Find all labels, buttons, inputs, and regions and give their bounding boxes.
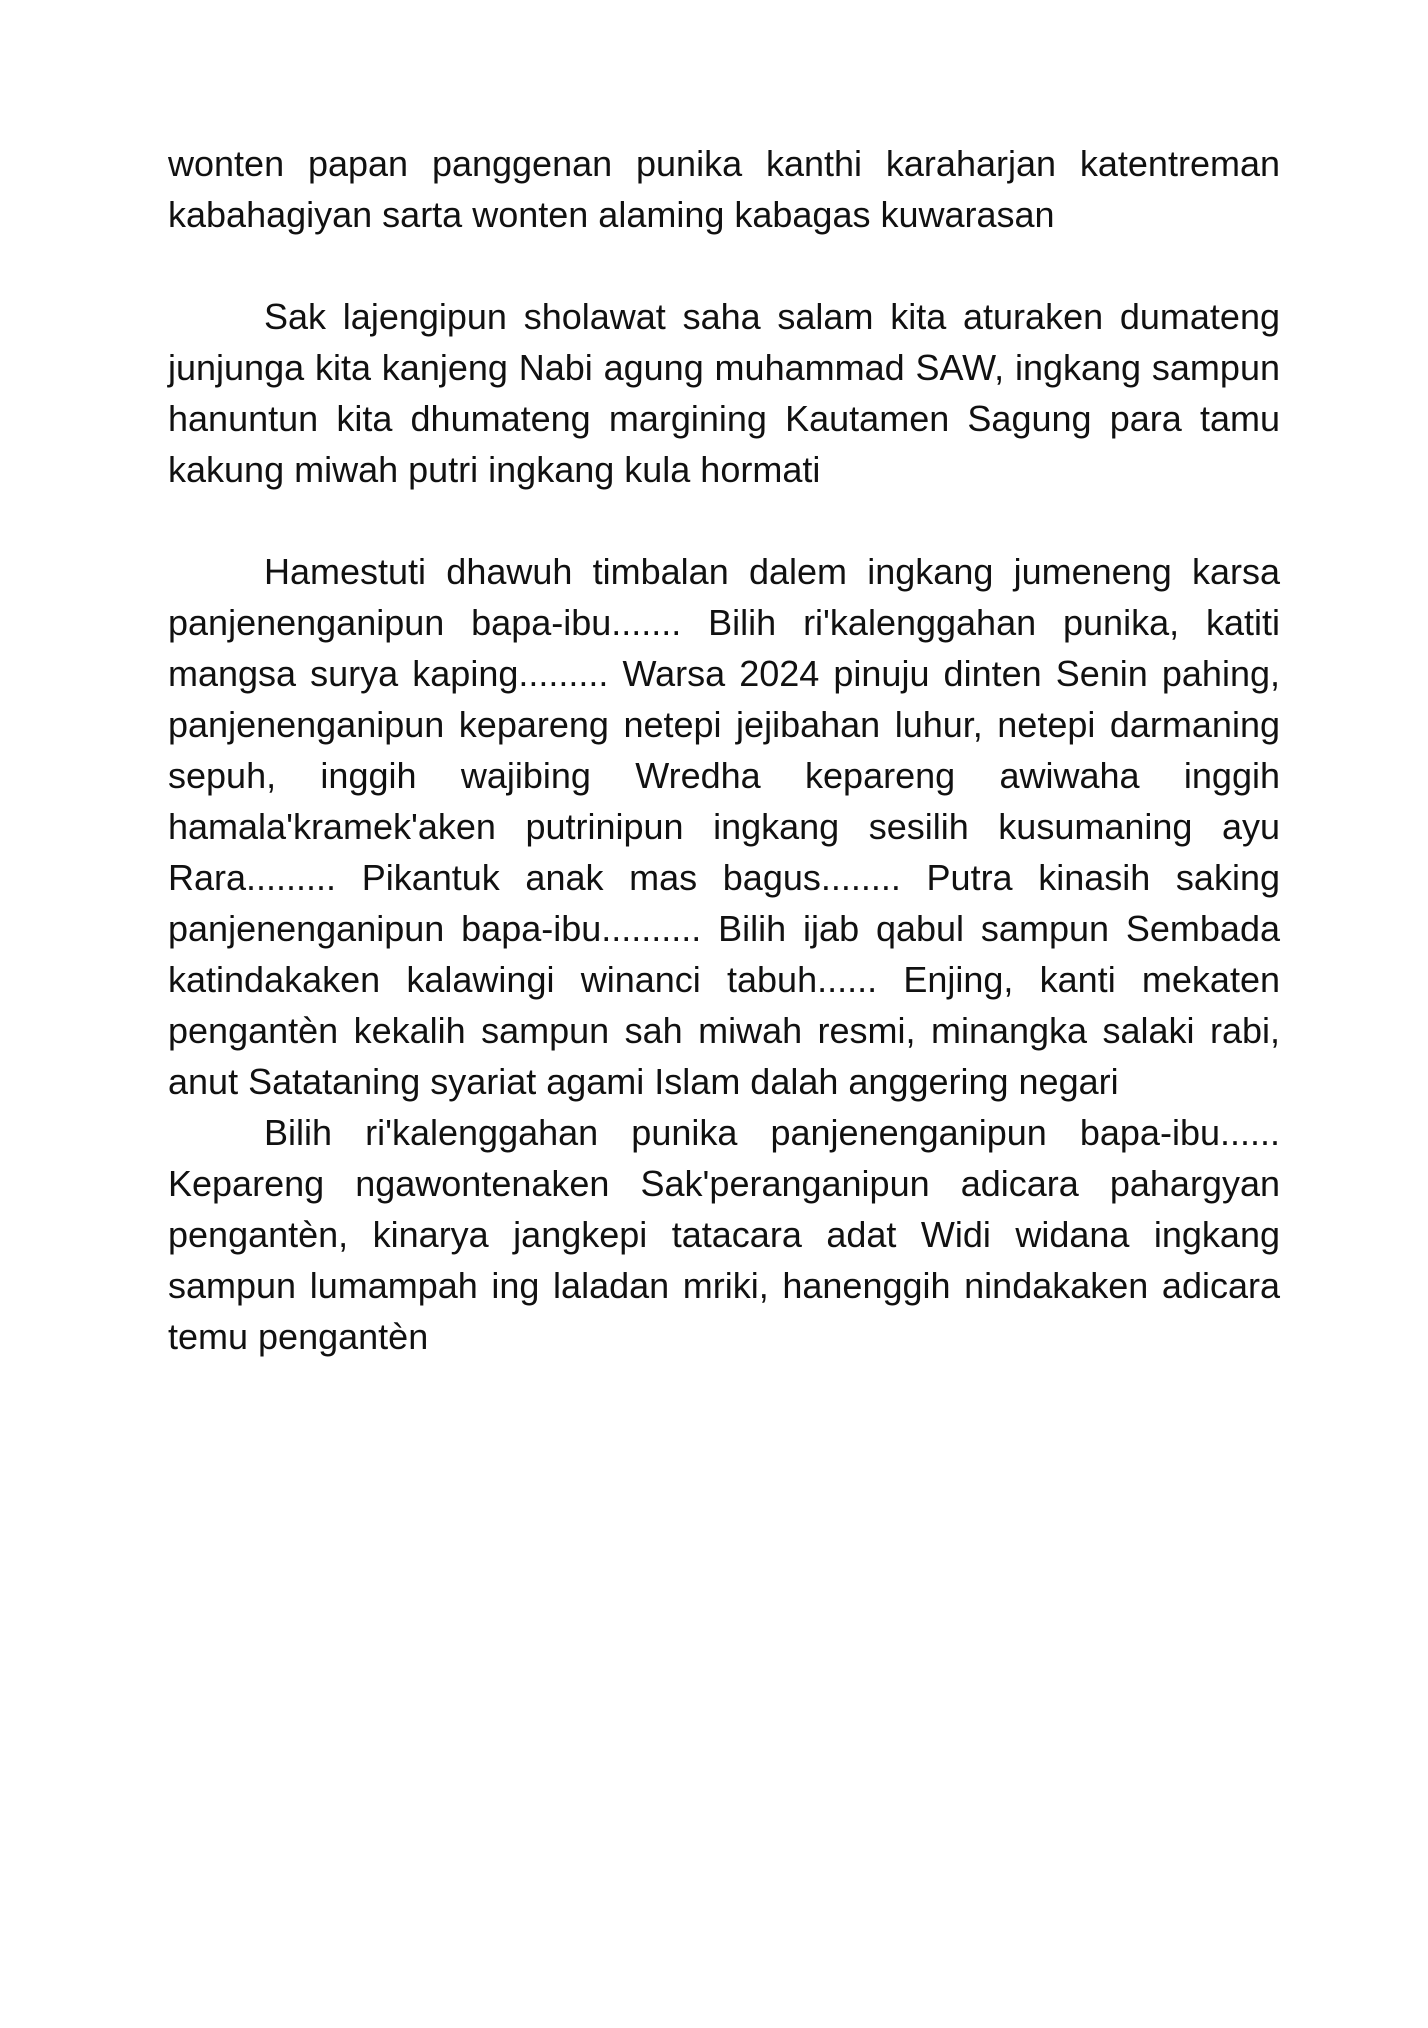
paragraph-opening-continuation: wonten papan panggenan punika kanthi karaharjan katentreman kabahagiyan sarta wonten alaming kabagas kuwarasan (168, 143, 1280, 235)
paragraph-hamestuti: Hamestuti dhawuh timbalan dalem ingkang jumeneng karsa panjenenganipun bapa-ibu....... Bilih ri'kalenggahan punika, katiti mangsa surya kaping......... Warsa 2024 pinuju dinten Senin pahing, panjenenganipun kepareng netepi jejibahan luhur, netepi darmaning sepuh, inggih wajibing Wredha kepareng awiwaha inggih hamala'kramek'aken putrinipun ingkang sesilih kusumaning ayu Rara......... Pikantuk anak mas bagus........ Putra kinasih saking panjenenganipun bapa-ibu.......... Bilih ijab qabul sampun Sembada katindakaken kalawingi winanci tabuh...... Enjing, kanti mekaten pengantèn kekalih sampun sah miwah resmi, minangka salaki rabi, anut Satataning syariat agami Islam dalah anggering negari (168, 551, 1280, 1102)
paragraph-sholawat: Sak lajengipun sholawat saha salam kita aturaken dumateng junjunga kita kanjeng Nabi agung muhammad SAW, ingkang sampun hanuntun kita dhumateng margining Kautamen Sagung para tamu kakung miwah putri ingkang kula hormati (168, 296, 1280, 490)
document-body (168, 138, 1280, 1362)
paragraph-bilih: Bilih ri'kalenggahan punika panjenenganipun bapa-ibu...... Kepareng ngawontenaken Sak'peranganipun adicara pahargyan pengantèn, kinarya jangkepi tatacara adat Widi widana ingkang sampun lumampah ing laladan mriki, hanenggih nindakaken adicara temu pengantèn (168, 1112, 1280, 1357)
